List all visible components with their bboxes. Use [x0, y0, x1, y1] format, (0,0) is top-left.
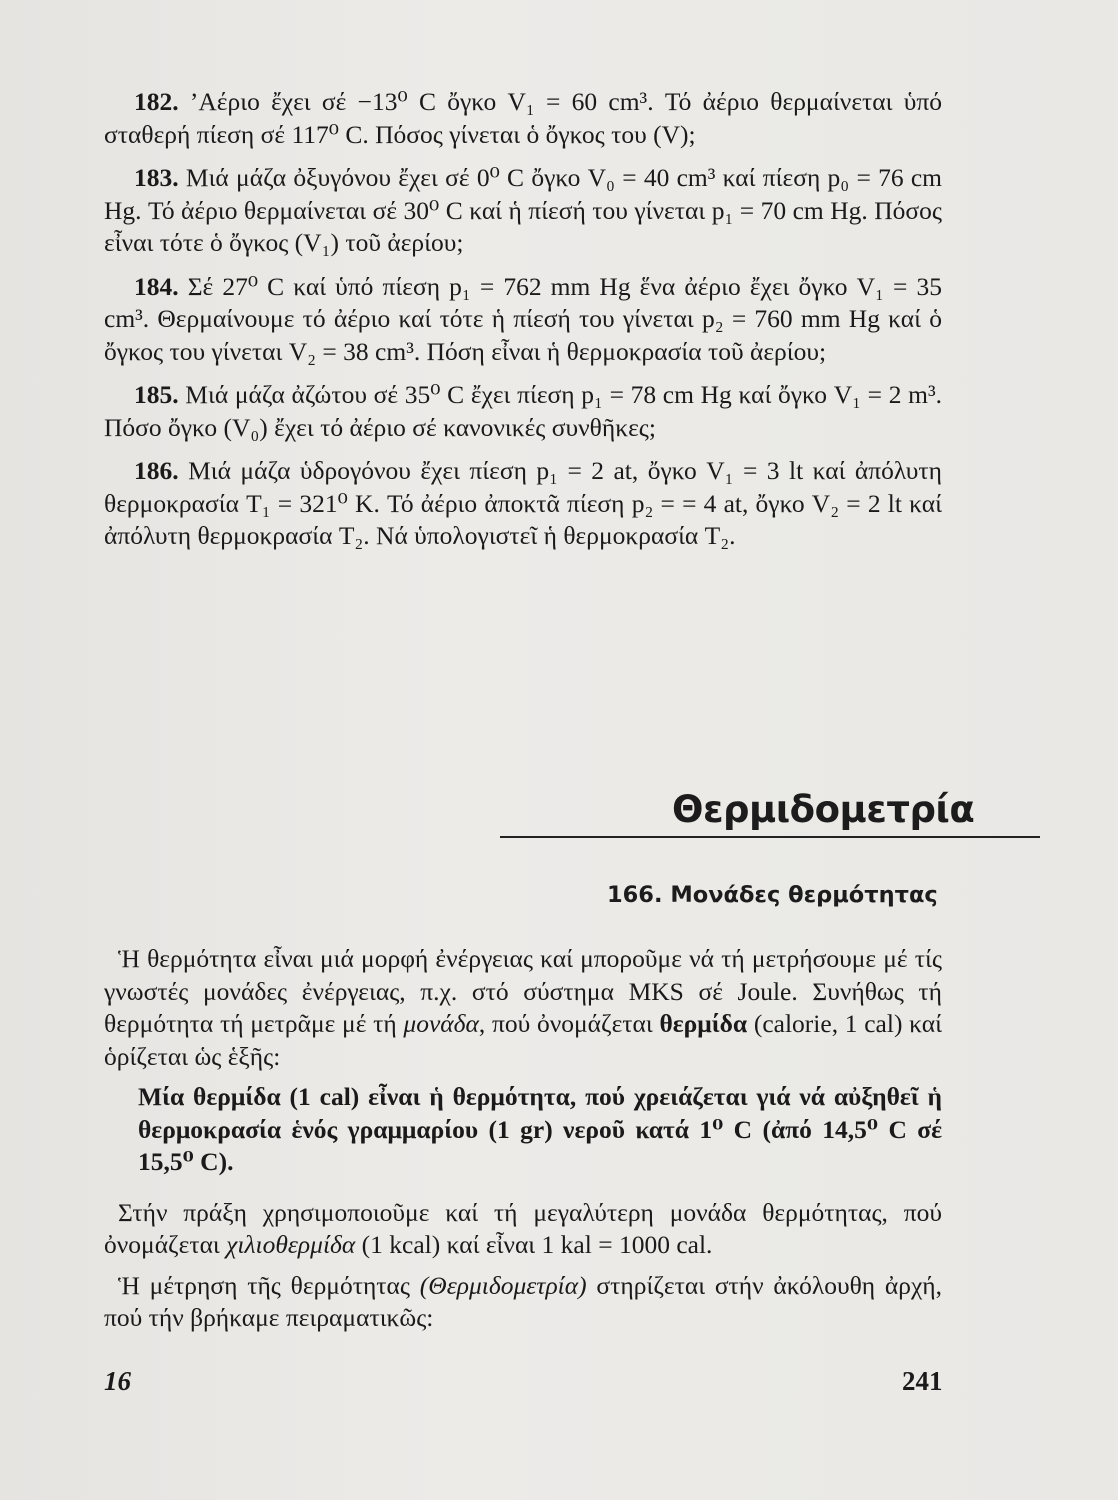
exercise-183	[104, 162, 942, 260]
exercise-list	[104, 86, 942, 564]
exercise-text: Σέ 27⁰ C καί ὑπό πίεση p₁ = 762 mm Hg ἕνα ἀέριο ἔχει ὄγκο V₁ = 35 cm³. Θερμαίνουμε τό ἀέριο καί τότε ἡ πίεσή του γίνεται p₂ = 760 mm Hg καί ὁ ὄγκος του γίνεται V₂ = 38 cm³. Πόση εἶναι ἡ θερμοκρασία τοῦ ἀερίου;	[104, 271, 942, 366]
section-body	[104, 943, 942, 1343]
signature-mark: 16	[104, 1366, 131, 1396]
exercise-184	[104, 271, 942, 369]
subsection-title: 166. Μονάδες θερμότητας	[607, 882, 938, 908]
exercise-number: 182.	[134, 87, 179, 116]
exercise-number: 185.	[134, 380, 179, 409]
text-run: , πού ὀνομάζεται	[478, 1009, 660, 1038]
text-run-italic: χιλιοθερμίδα	[226, 1230, 356, 1259]
paragraph-calorimetry	[104, 1270, 942, 1335]
paragraph-units	[104, 943, 942, 1073]
exercise-text: Μιά μάζα ὑδρογόνου ἔχει πίεση p₁ = 2 at, ὄγκο V₁ = 3 lt καί ἀπόλυτη θερμοκρασία T₁ = 321⁰ K. Τό ἀέριο ἀποκτᾶ πίεση p₂ = = 4 at, ὄγκο V₂ = 2 lt καί ἀπόλυτη θερμοκρασία T₂. Νά ὑπολογιστεῖ ἡ θερμοκρασία T₂.	[104, 456, 942, 550]
text-run: Ἡ μέτρηση τῆς θερμότητας	[118, 1270, 420, 1300]
text-run-italic: (Θερμιδομετρία)	[419, 1270, 587, 1300]
text-run: στηρίζεται στήν ἀκόλουθη ἀρχή, πού τήν βρήκαμε πειραματικῶς:	[104, 1270, 942, 1332]
exercise-185	[104, 379, 942, 444]
paragraph-kilocalorie	[104, 1197, 942, 1262]
exercise-text: Μιά μάζα ἀζώτου σέ 35⁰ C ἔχει πίεση p₁ = 78 cm Hg καί ὄγκο V₁ = 2 m³. Πόσο ὄγκο (V₀) ἔχει τό ἀέριο σέ κανονικές συνθῆκες;	[104, 380, 942, 442]
exercise-number: 186.	[134, 456, 179, 485]
exercise-text: ’Αέριο ἔχει σέ −13⁰ C ὄγκο V₁ = 60 cm³. Τό ἀέριο θερμαίνεται ὑπό σταθερή πίεση σέ 117⁰ C. Πόσος γίνεται ὁ ὄγκος του (V);	[104, 87, 943, 149]
text-run: (1 kcal) καί εἶναι 1 kal = 1000 cal.	[355, 1230, 713, 1259]
text-run: (calorie, 1 cal) καί ὁρίζεται ὡς ἑξῆς:	[104, 1009, 942, 1071]
exercise-number: 183.	[134, 163, 179, 192]
definition-calorie: Μία θερμίδα (1 cal) εἶναι ἡ θερμότητα, πού χρειάζεται γιά νά αὐξηθεῖ ἡ θερμοκρασία ἑνός γραμμαρίου (1 gr) νεροῦ κατά 1⁰ C (ἀπό 14,5⁰ C σέ 15,5⁰ C).	[138, 1082, 942, 1176]
text-run-italic: μονάδα	[403, 1009, 479, 1038]
exercise-text: Μιά μάζα ὀξυγόνου ἔχει σέ 0⁰ C ὄγκο V₀ = 40 cm³ καί πίεση p₀ = 76 cm Hg. Τό ἀέριο θερμαίνεται σέ 30⁰ C καί ἡ πίεσή του γίνεται p₁ = 70 cm Hg. Πόσος εἶναι τότε ὁ ὄγκος (V₁) τοῦ ἀερίου;	[104, 163, 942, 257]
exercise-182	[104, 86, 942, 151]
text-run: Ἡ θερμότητα εἶναι μιά μορφή ἐνέργειας καί μποροῦμε νά τή μετρήσουμε μέ τίς γνωστές μονάδες ἐνέργειας, π.χ. στό σύστημα MKS σέ Joule. Συνήθως τή θερμότητα τή μετρᾶμε μέ τή	[104, 944, 942, 1038]
page-number: 241	[902, 1366, 943, 1396]
exercise-number: 184.	[134, 271, 179, 301]
section-title: Θερμιδομετρία	[672, 788, 975, 831]
text-run-bold: θερμίδα	[659, 1009, 748, 1038]
section-divider	[500, 836, 1040, 838]
text-run: Στήν πράξη χρησιμοποιοῦμε καί τή μεγαλύτερη μονάδα θερμότητας, πού ὀνομάζεται	[104, 1197, 942, 1259]
exercise-186	[104, 455, 942, 553]
